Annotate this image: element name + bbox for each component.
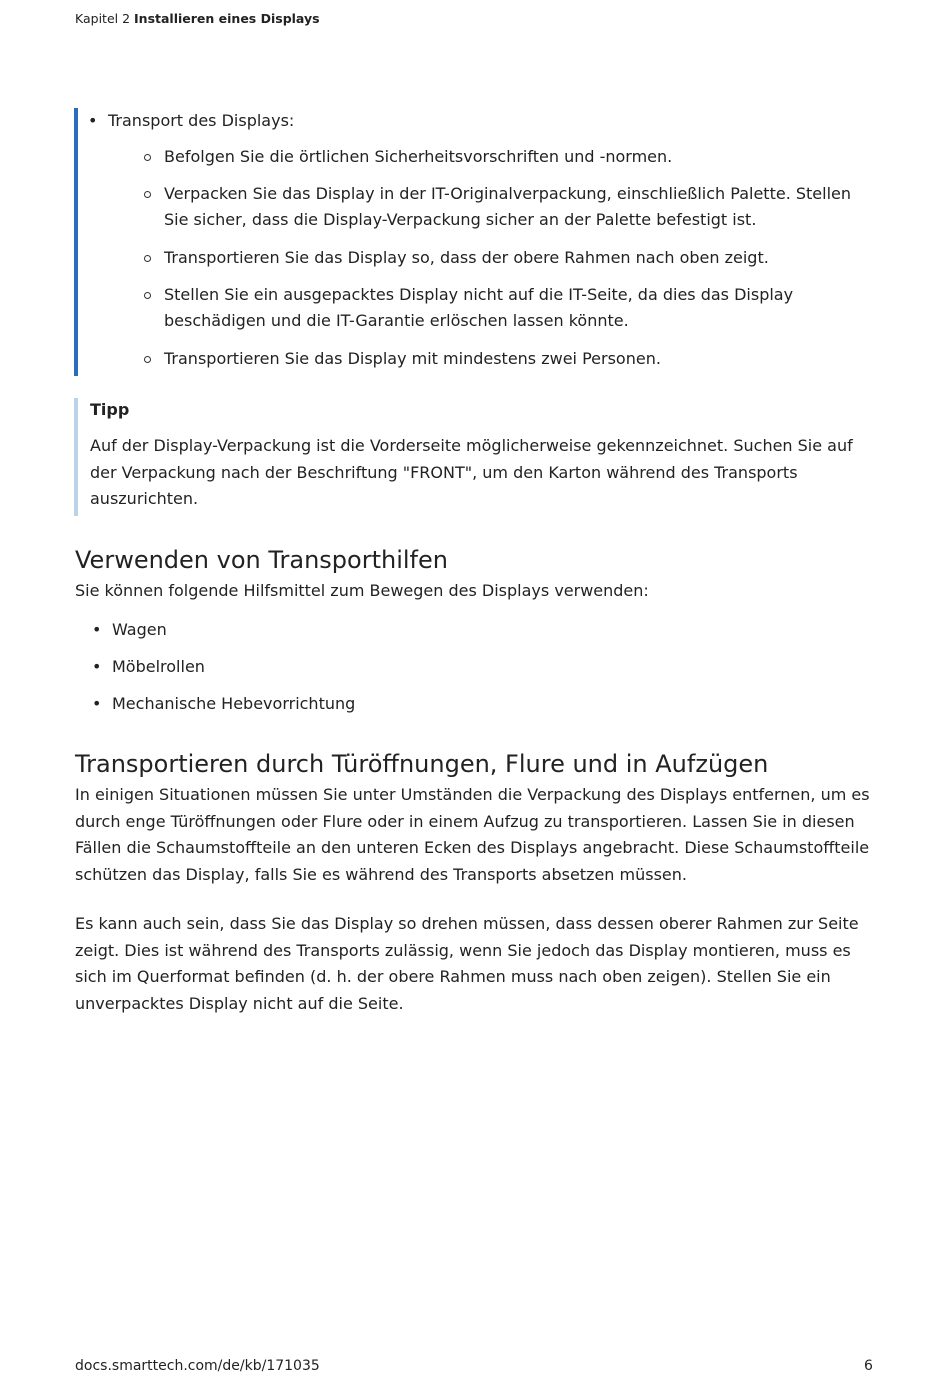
list-item: Stellen Sie ein ausgepacktes Display nicht auf die IT-Seite, da dies das Display beschädigen und die IT-Garantie erlöschen lassen könnte. xyxy=(164,282,864,334)
list-item: Befolgen Sie die örtlichen Sicherheitsvorschriften und -normen. xyxy=(164,144,864,170)
list-item: Verpacken Sie das Display in der IT-Originalverpackung, einschließlich Palette. Stellen Sie sicher, dass die Display-Verpackung sicher an der Palette befestigt ist. xyxy=(164,181,864,233)
bullet-dot: • xyxy=(92,620,102,639)
section-heading-doorways: Transportieren durch Türöffnungen, Flure und in Aufzügen xyxy=(75,750,769,778)
section-heading-transport-aids: Verwenden von Transporthilfen xyxy=(75,546,448,574)
circle-bullet-icon xyxy=(144,356,151,363)
warning-box xyxy=(74,108,878,376)
list-item: • Wagen xyxy=(92,620,167,639)
circle-bullet-icon xyxy=(144,292,151,299)
circle-bullet-icon xyxy=(144,154,151,161)
chapter-title: Installieren eines Displays xyxy=(134,11,320,26)
tip-title: Tipp xyxy=(90,400,130,419)
warning-bullet xyxy=(88,110,295,132)
section-intro: Sie können folgende Hilfsmittel zum Bewegen des Displays verwenden: xyxy=(75,581,649,600)
warning-bullet-text: Transport des Displays: xyxy=(108,111,295,130)
page-number: 6 xyxy=(864,1358,873,1374)
bullet-dot: • xyxy=(92,694,102,713)
list-item: Transportieren Sie das Display so, dass der obere Rahmen nach oben zeigt. xyxy=(164,245,864,271)
chapter-label: Kapitel 2 xyxy=(75,11,131,26)
bullet-dot: • xyxy=(92,657,102,676)
tip-box xyxy=(74,398,878,516)
list-item: Transportieren Sie das Display mit mindestens zwei Personen. xyxy=(164,346,864,372)
circle-bullet-icon xyxy=(144,255,151,262)
list-item: • Mechanische Hebevorrichtung xyxy=(92,694,356,713)
bullet-dot: • xyxy=(88,111,98,130)
page-header xyxy=(75,11,320,26)
paragraph: Es kann auch sein, dass Sie das Display so drehen müssen, dass dessen oberer Rahmen zur Seite zeigt. Dies ist während des Transports zulässig, wenn Sie jedoch das Display montieren, muss es sich im Querformat befinden (d. h. der obere Rahmen muss nach oben zeigen). Stellen Sie ein unverpacktes Display nicht auf die Seite. xyxy=(75,914,859,1013)
paragraph: In einigen Situationen müssen Sie unter Umständen die Verpackung des Displays entfernen, um es durch enge Türöffnungen oder Flure oder in einem Aufzug zu transportieren. Lassen Sie in diesen Fällen die Schaumstoffteile an den unteren Ecken des Displays angebracht. Diese Schaumstoffteile schützen das Display, falls Sie es während des Transports absetzen müssen. xyxy=(75,785,870,884)
circle-bullet-icon xyxy=(144,191,151,198)
footer-url: docs.smarttech.com/de/kb/171035 xyxy=(75,1358,320,1374)
list-item: • Möbelrollen xyxy=(92,657,205,676)
tip-text: Auf der Display-Verpackung ist die Vorderseite möglicherweise gekennzeichnet. Suchen Sie auf der Verpackung nach der Beschriftung "FRONT", um den Karton während des Transports auszurichten. xyxy=(90,436,853,508)
